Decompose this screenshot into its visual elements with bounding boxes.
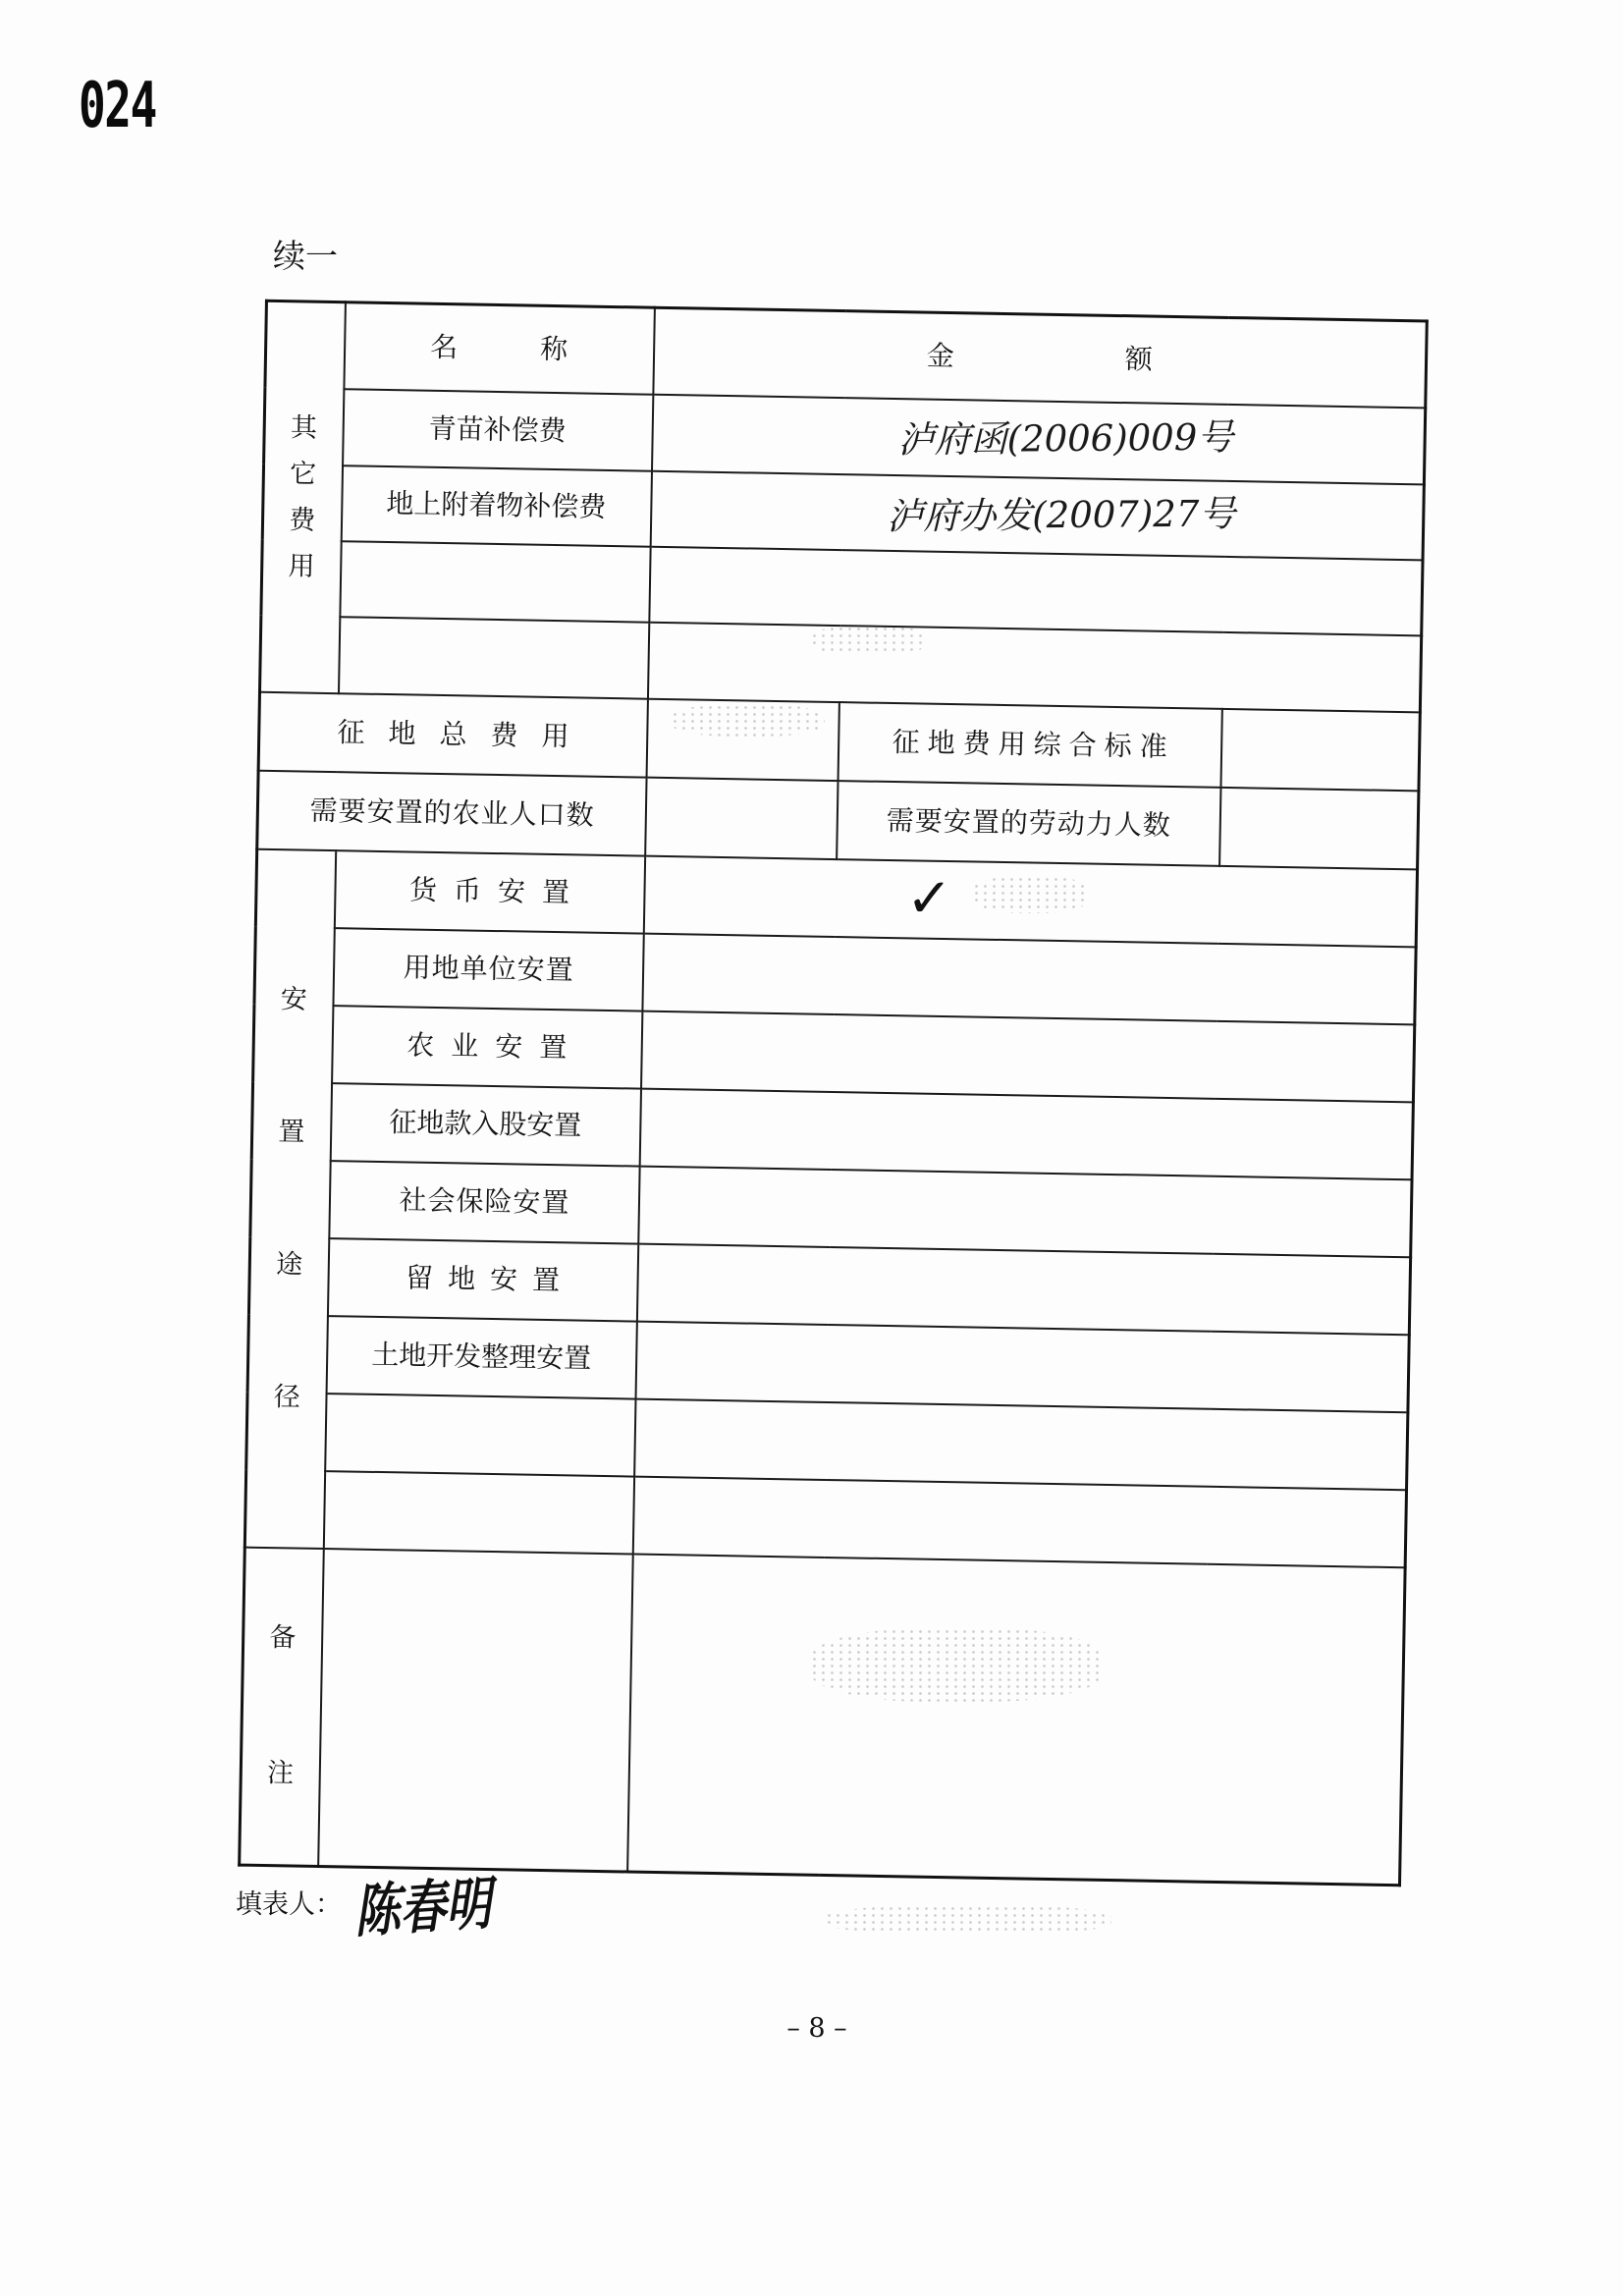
checkmark-icon: ✓ — [905, 866, 953, 932]
fee-amount-cell — [652, 394, 1426, 484]
fee-name-label: 青苗补偿费 — [428, 411, 567, 447]
resettlement-value-cell-empty — [632, 1476, 1406, 1567]
remarks-section-cell — [240, 1547, 324, 1866]
resettlement-method-cell — [329, 1161, 639, 1243]
resettlement-value-cell — [638, 1166, 1412, 1257]
fee-name-cell-empty — [340, 541, 650, 622]
fee-amount-cell-empty — [649, 546, 1423, 635]
farm-population-value-cell — [645, 777, 838, 858]
composite-standard-label: 征地费用综合标准 — [892, 725, 1175, 763]
scan-speckle — [972, 876, 1090, 913]
header-name-label: 名称 — [429, 330, 651, 367]
fee-name-cell — [341, 465, 651, 546]
farm-population-label: 需要安置的农业人口数 — [309, 793, 595, 832]
filler-signature: 陈春明 — [352, 1869, 493, 1945]
resettlement-method-cell — [327, 1238, 637, 1321]
resettlement-value-cell — [639, 1088, 1413, 1179]
filler-label: 填表人： — [236, 1889, 342, 1920]
scan-speckle — [825, 1905, 1111, 1935]
resettlement-section-label: 安置途径 — [273, 984, 308, 1413]
labor-count-label-cell — [837, 781, 1220, 866]
resettlement-value-cell — [642, 933, 1416, 1024]
resettlement-method-label: 社会保险安置 — [399, 1183, 570, 1220]
header-name-cell — [344, 302, 654, 394]
resettlement-method-cell — [334, 850, 644, 933]
scan-speckle — [810, 1628, 1105, 1702]
remarks-section-label: 备注 — [266, 1622, 297, 1789]
page-number: – 8 – — [786, 2013, 847, 2044]
resettlement-method-label: 征地款入股安置 — [389, 1106, 582, 1142]
header-amount-label: 金额 — [926, 339, 1325, 379]
other-fees-section-label: 其它费用 — [288, 412, 318, 582]
fee-amount-cell-empty — [647, 622, 1421, 712]
archive-number-stamp: 024 — [79, 70, 156, 142]
resettlement-method-cell-empty — [323, 1471, 633, 1554]
remarks-row — [240, 1547, 1405, 1886]
resettlement-value-cell — [635, 1321, 1409, 1412]
labor-count-label: 需要安置的劳动力人数 — [886, 803, 1172, 842]
handwritten-document-number: 泸府办发(2007)27号 — [887, 492, 1236, 538]
fee-name-label: 地上附着物补偿费 — [386, 487, 607, 524]
handwritten-document-number: 泸府函(2006)009号 — [897, 415, 1234, 462]
composite-standard-label-cell — [838, 702, 1221, 788]
farm-population-label-cell — [257, 770, 646, 855]
resettlement-method-label: 留地安置 — [405, 1261, 575, 1297]
resettlement-method-label: 土地开发整理安置 — [370, 1339, 592, 1375]
total-fee-label-cell — [258, 691, 647, 777]
resettlement-value-cell-empty — [634, 1398, 1408, 1490]
resettlement-method-cell — [326, 1316, 636, 1398]
fee-amount-cell — [650, 470, 1424, 560]
resettlement-value-cell — [641, 1011, 1415, 1102]
other-fees-section-cell — [260, 301, 346, 692]
scan-speckle — [810, 626, 928, 655]
remarks-content-cell — [627, 1554, 1406, 1886]
resettlement-method-cell — [333, 928, 643, 1011]
composite-standard-value-cell — [1220, 708, 1420, 791]
continuation-label: 续一 — [273, 237, 338, 275]
fee-name-cell — [343, 389, 653, 470]
resettlement-method-label: 农业安置 — [406, 1028, 584, 1065]
resettlement-section-cell — [244, 848, 335, 1548]
scan-speckle — [671, 704, 825, 737]
resettlement-method-cell — [330, 1083, 640, 1166]
resettlement-method-label: 货币安置 — [408, 873, 587, 909]
total-fee-label: 征地总费用 — [337, 715, 593, 753]
resettlement-method-cell-empty — [325, 1394, 635, 1476]
resettlement-method-label: 用地单位安置 — [403, 951, 574, 987]
fee-name-cell-empty — [339, 617, 649, 698]
labor-count-value-cell — [1219, 787, 1419, 869]
header-amount-cell — [653, 307, 1427, 408]
resettlement-method-cell — [332, 1006, 642, 1088]
resettlement-value-cell — [636, 1243, 1410, 1335]
remarks-middle-cell — [318, 1549, 633, 1872]
